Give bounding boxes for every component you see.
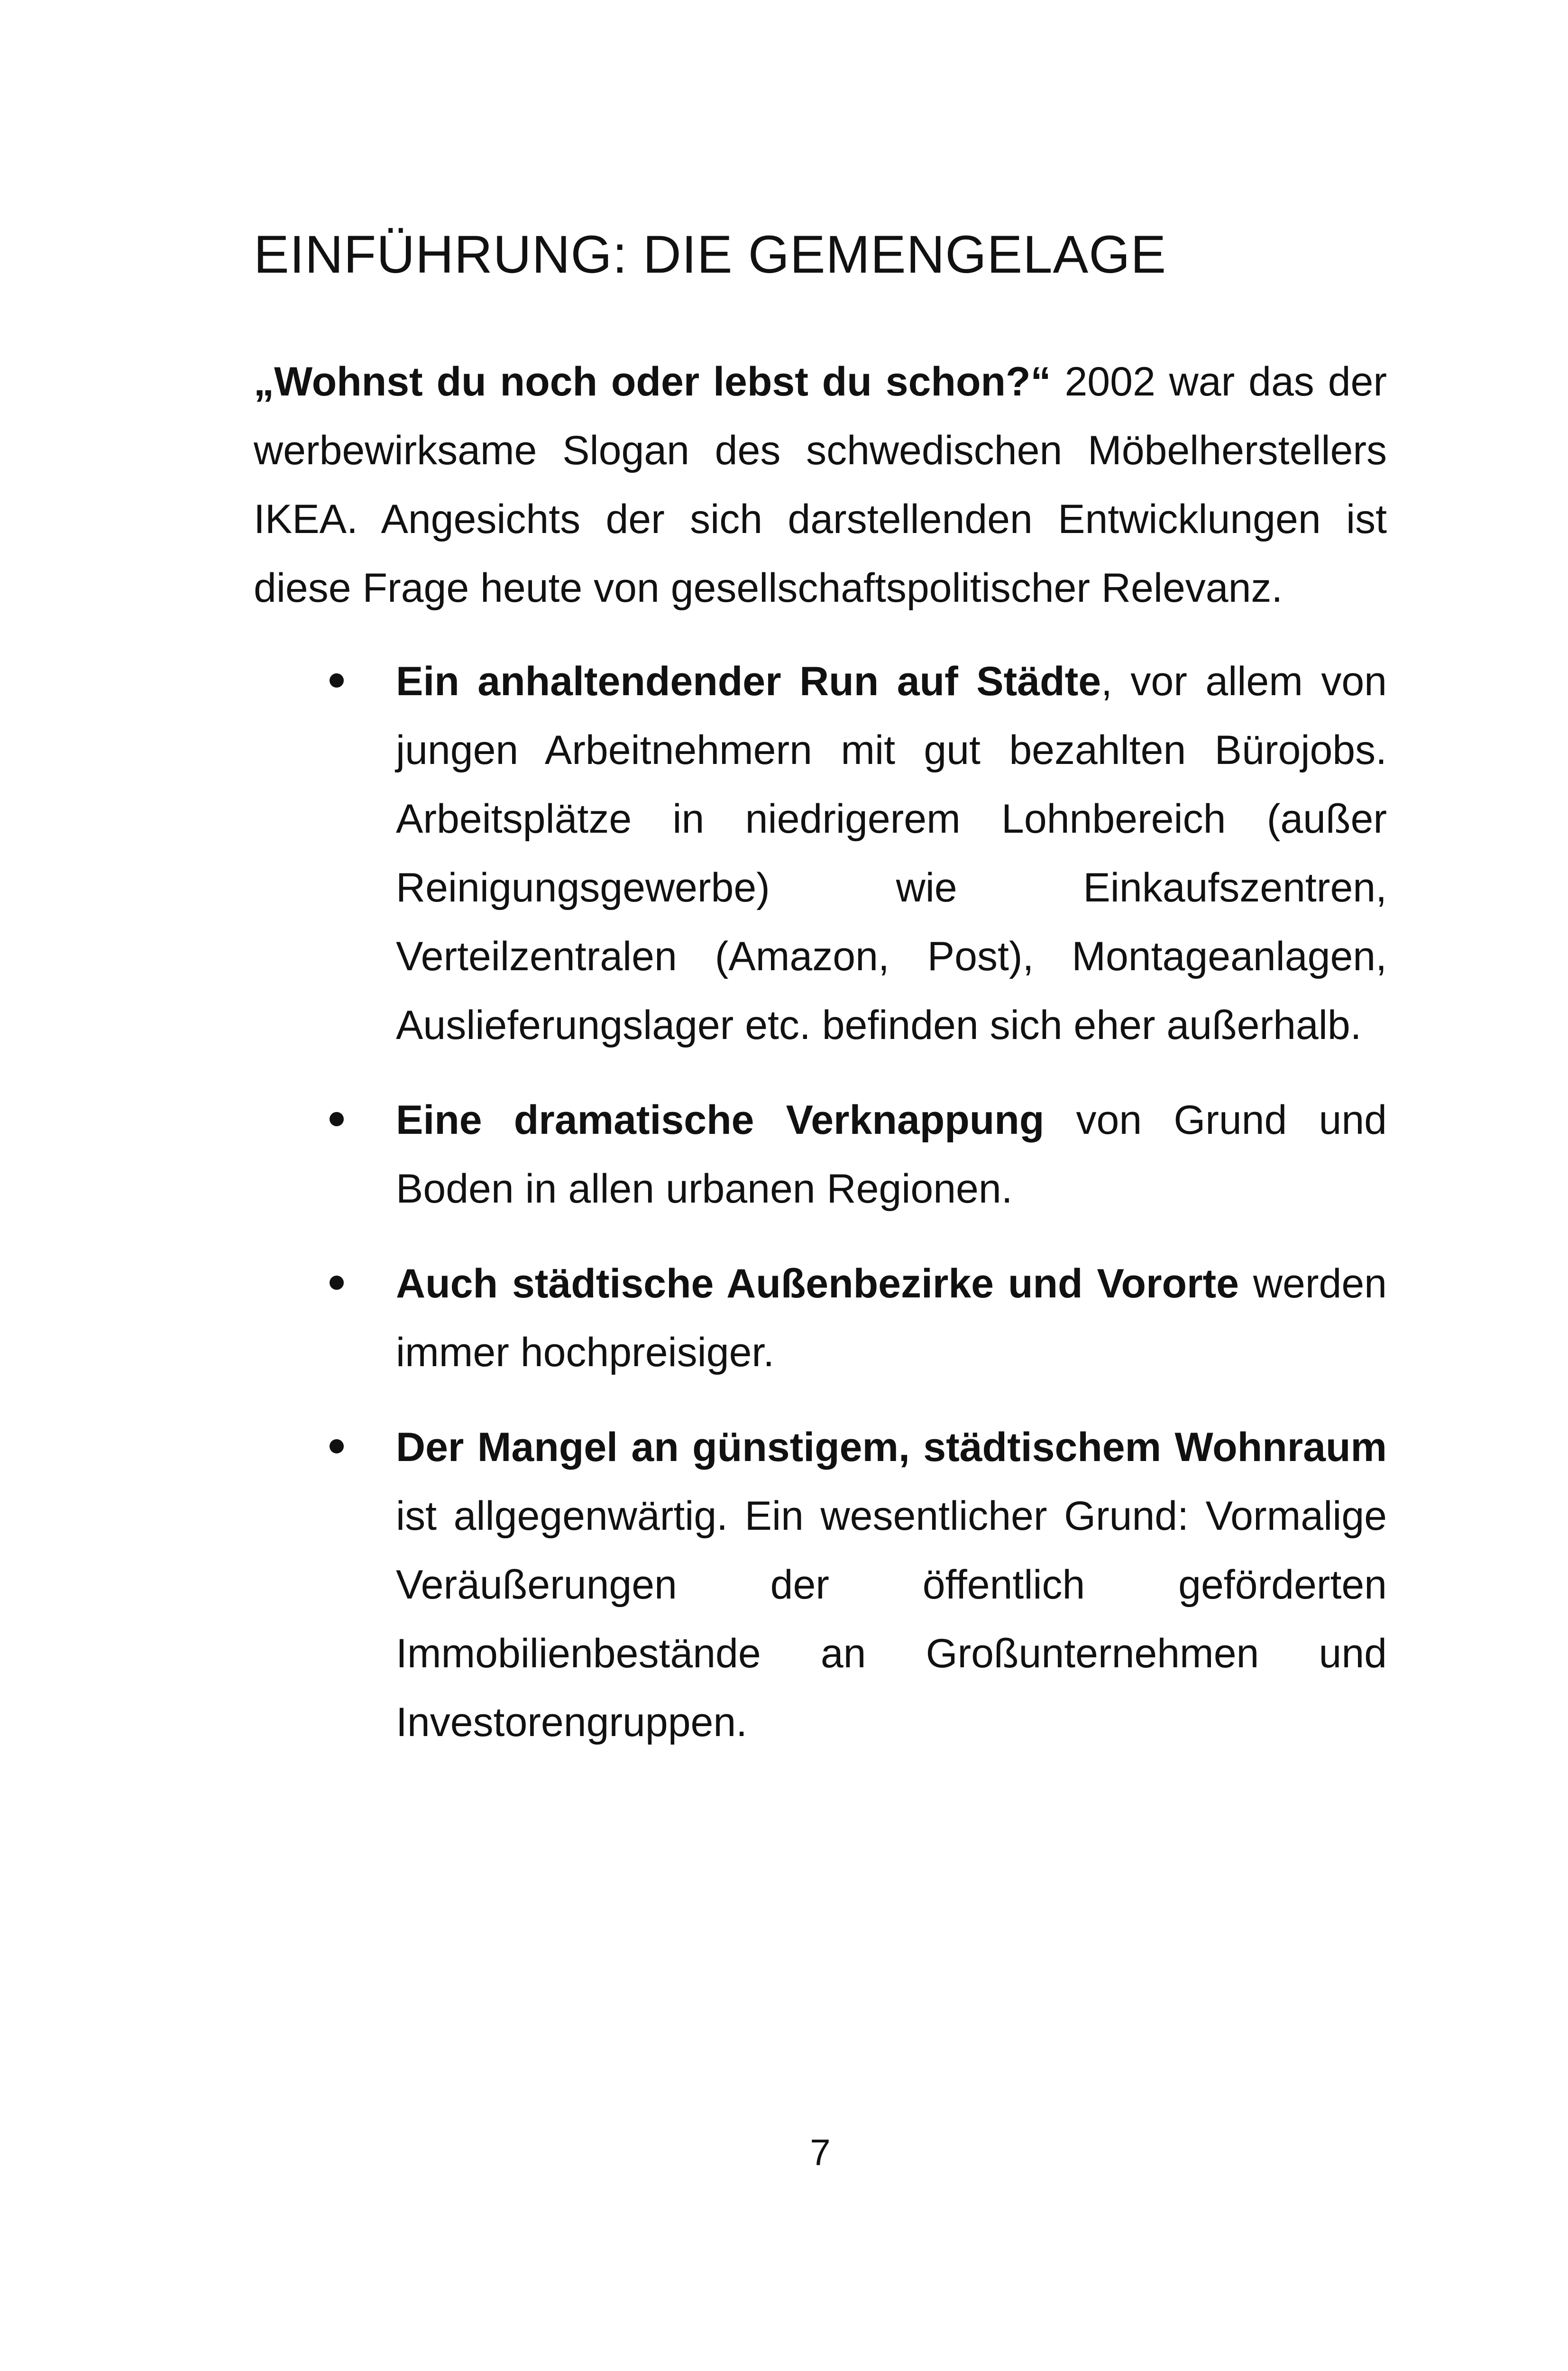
bullet-body: werden immer hochpreisiger. [396,1261,1387,1375]
bullet-text [396,1250,1387,1387]
bullet-bold-lead: Der Mangel an günstigem, städtischem Wohnraum [396,1424,1387,1470]
bullet-list [396,647,1387,1783]
bullet-dot-icon [330,1112,344,1126]
bullet-text [396,1086,1387,1223]
bullet-body: von Grund und Boden in allen urbanen Regionen. [396,1097,1387,1212]
bullet-body: , vor allem von jungen Arbeitnehmern mit gut bezahlten Bürojobs. Arbeitsplätze in niedrigerem Lohnbereich (außer Reinigungsgewerbe) wie Einkaufszentren, Verteilzentralen (Amazon, Post), Montageanlagen, Auslieferungslager etc. befinden sich eher außerhalb. [396,659,1387,1048]
page-number: 7 [810,2132,831,2173]
bullet-body: ist allgegenwärtig. Ein wesentlicher Grund: Vormalige Veräußerungen der öffentlich geförderten Immobilienbestände an Großunternehmen und Investorengruppen. [396,1493,1387,1745]
bullet-dot-icon [330,1276,344,1290]
bullet-dot-icon [330,673,344,688]
bullet-item-land-shortage [396,1086,1387,1223]
bullet-bold-lead: Ein anhaltendender Run auf Städte [396,659,1101,704]
bullet-text [396,1413,1387,1757]
bullet-bold-lead: Eine dramatische Verknappung [396,1097,1045,1143]
intro-paragraph [254,348,1387,623]
bullet-text [396,647,1387,1060]
bullet-dot-icon [330,1439,344,1453]
intro-body-text: 2002 war das der werbewirksame Slogan des schwedischen Möbelherstellers IKEA. Angesichts der sich darstellenden Entwicklungen ist diese Frage heute von gesellschaftspolitischer Relevanz. [254,359,1387,611]
bullet-bold-lead: Auch städtische Außenbezirke und Vororte [396,1261,1239,1306]
bullet-item-suburbs-pricier [396,1250,1387,1387]
bullet-item-housing-shortage [396,1413,1387,1757]
chapter-heading: EINFÜHRUNG: DIE GEMENGELAGE [254,225,1167,284]
intro-slogan-quote: „Wohnst du noch oder lebst du schon?“ [254,359,1051,404]
bullet-item-run-on-cities [396,647,1387,1060]
